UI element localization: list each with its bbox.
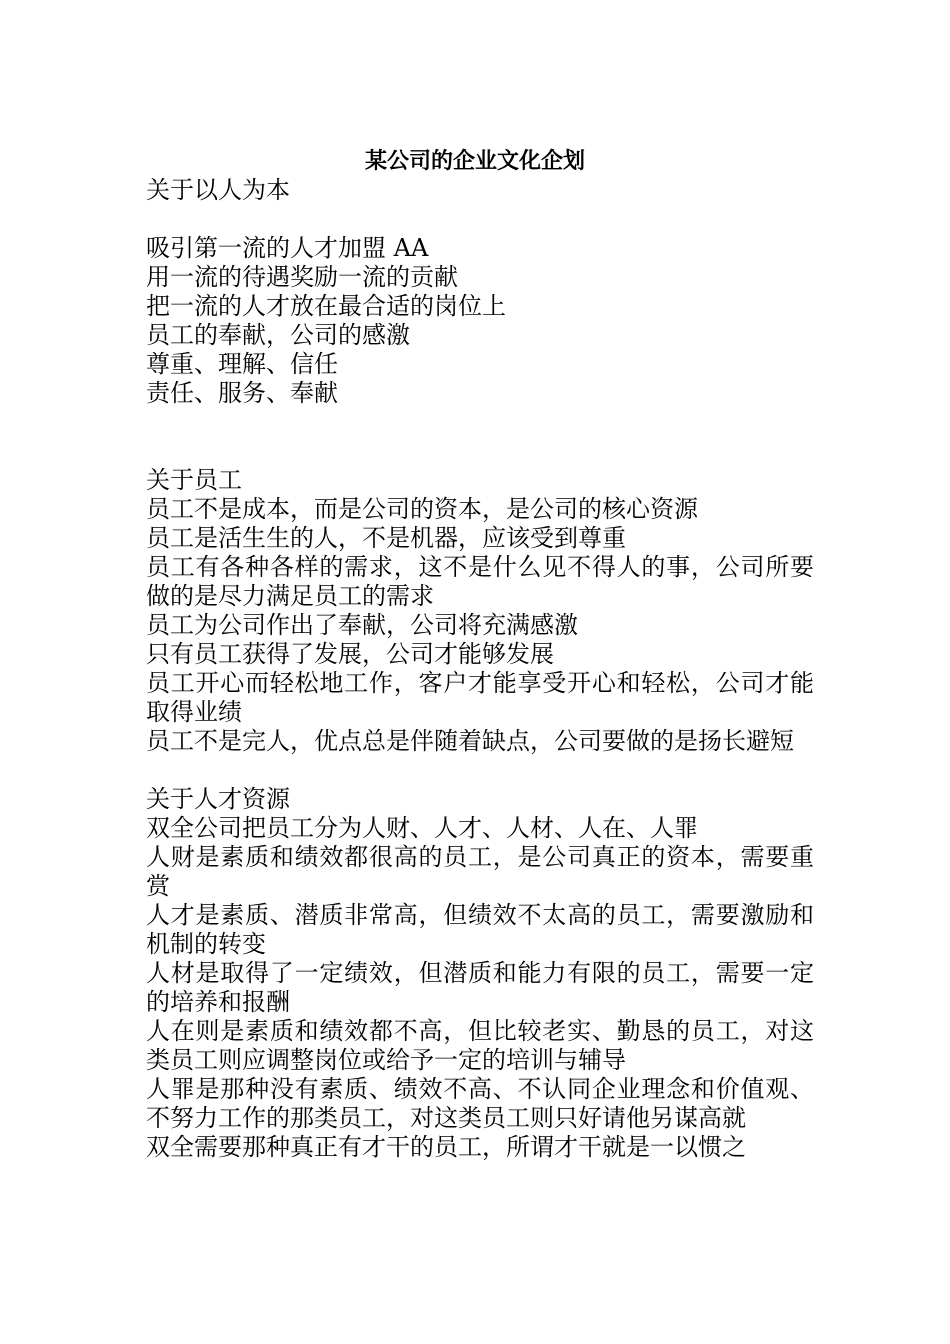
paragraph-line: 员工的奉献，公司的感激	[146, 321, 410, 349]
paragraph-line: 人才是素质、潜质非常高，但绩效不太高的员工，需要激励和机制的转变	[146, 901, 814, 958]
paragraph-line: 只有员工获得了发展，公司才能够发展	[146, 640, 554, 668]
paragraph-line: 员工不是完人，优点总是伴随着缺点，公司要做的是扬长避短	[146, 727, 794, 755]
paragraph-line: 人在则是素质和绩效都不高，但比较老实、勤恳的员工，对这类员工则应调整岗位或给予一定的培训与辅导	[146, 1017, 814, 1074]
paragraph-line: 用一流的待遇奖励一流的贡献	[146, 263, 458, 291]
paragraph-line: 员工为公司作出了奉献，公司将充满感激	[146, 611, 578, 639]
blank-line	[146, 756, 814, 785]
paragraph-line: 员工开心而轻松地工作，客户才能享受开心和轻松，公司才能取得业绩	[146, 669, 814, 726]
section-heading: 关于员工	[146, 466, 242, 494]
paragraph-line: 责任、服务、奉献	[146, 379, 338, 407]
paragraph-line: 人材是取得了一定绩效，但潜质和能力有限的员工，需要一定的培养和报酬	[146, 959, 814, 1016]
section-heading: 关于以人为本	[146, 176, 290, 204]
blank-line	[146, 408, 814, 466]
section-heading: 关于人才资源	[146, 785, 290, 813]
paragraph-line: 员工不是成本，而是公司的资本，是公司的核心资源	[146, 495, 698, 523]
paragraph-line: 人财是素质和绩效都很高的员工，是公司真正的资本，需要重赏	[146, 843, 814, 900]
document-body	[146, 176, 814, 1162]
paragraph-line: 尊重、理解、信任	[146, 350, 338, 378]
paragraph-line: 员工有各种各样的需求，这不是什么见不得人的事，公司所要做的是尽力满足员工的需求	[146, 553, 814, 610]
paragraph-line: 双全需要那种真正有才干的员工，所谓才干就是一以惯之	[146, 1133, 746, 1161]
paragraph-line: 吸引第一流的人才加盟 AA	[146, 234, 429, 262]
paragraph-line: 双全公司把员工分为人财、人才、人材、人在、人罪	[146, 814, 698, 842]
paragraph-line: 把一流的人才放在最合适的岗位上	[146, 292, 506, 320]
document-title: 某公司的企业文化企划	[364, 148, 585, 174]
blank-line	[146, 205, 814, 234]
paragraph-line: 人罪是那种没有素质、绩效不高、不认同企业理念和价值观、不努力工作的那类员工，对这类员工则只好请他另谋高就	[146, 1075, 814, 1132]
paragraph-line: 员工是活生生的人，不是机器，应该受到尊重	[146, 524, 626, 552]
